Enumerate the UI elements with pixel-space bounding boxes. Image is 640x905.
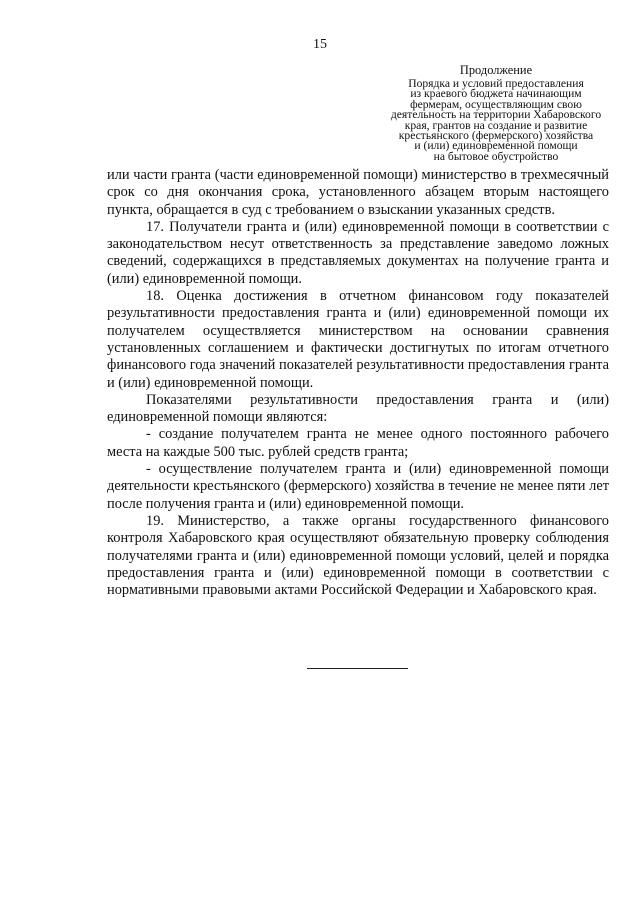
- continuation-label: Продолжение: [459, 63, 533, 77]
- paragraph-continued: или части гранта (части единовременной помощи) министерство в трехмесячный срок со дня окончания срока, установленного абзацем вторым настоящего пункта, обращается в суд с требованием о взыскании указанных средств.: [107, 167, 609, 218]
- continuation-line: фермерам, осуществляющим свою: [410, 97, 582, 111]
- continuation-line: на бытовое обустройство: [433, 149, 559, 163]
- continuation-line: края, грантов на создание и развитие: [404, 118, 588, 132]
- continuation-header: [381, 64, 611, 162]
- end-divider-line: [307, 668, 408, 669]
- paragraph-17: 17. Получатели гранта и (или) единовременной помощи в соответствии с законодательством несут ответственность за представление заведомо ложных сведений, содержащихся в представляемых документах на получение гранта и (или) единовременной помощи.: [107, 218, 609, 287]
- paragraph-indicators: Показателями результативности предоставления гранта и (или) единовременной помощи являются:: [107, 391, 609, 426]
- continuation-line: Порядка и условий предоставления: [408, 77, 584, 90]
- list-item-jobs: - создание получателем гранта не менее одного постоянного рабочего места на каждые 500 тыс. рублей средств гранта;: [107, 426, 609, 460]
- continuation-line: деятельность на территории Хабаровского: [390, 108, 602, 122]
- continuation-line: из краевого бюджета начинающим: [410, 87, 582, 101]
- list-item-activity: - осуществление получателем гранта и (или) единовременной помощи деятельности крестьянского (фермерского) хозяйства в течение не менее пяти лет после получения гранта и (или) единовременной помощи.: [107, 461, 609, 512]
- paragraph-19: 19. Министерство, а также органы государственного финансового контроля Хабаровского края осуществляют обязательную проверку соблюдения получателями гранта и (или) единовременной помощи условий, целей и порядка предоставления гранта и (или) единовременной помощи в соответствии с нормативными правовыми актами Российской Федерации и Хабаровского края.: [107, 512, 609, 599]
- paragraph-18: 18. Оценка достижения в отчетном финансовом году показателей результативности предоставления гранта и (или) единовременной помощи их получателем осуществляется министерством на основании сравнения установленных соглашением и фактически достигнутых по итогам отчетного финансового года значений показателей результативности предоставления гранта и (или) единовременной помощи.: [107, 288, 609, 391]
- continuation-line: и (или) единовременной помощи: [414, 139, 578, 153]
- continuation-line: крестьянского (фермерского) хозяйства: [398, 129, 594, 143]
- page-number: 15: [313, 37, 327, 52]
- document-body: [107, 167, 609, 599]
